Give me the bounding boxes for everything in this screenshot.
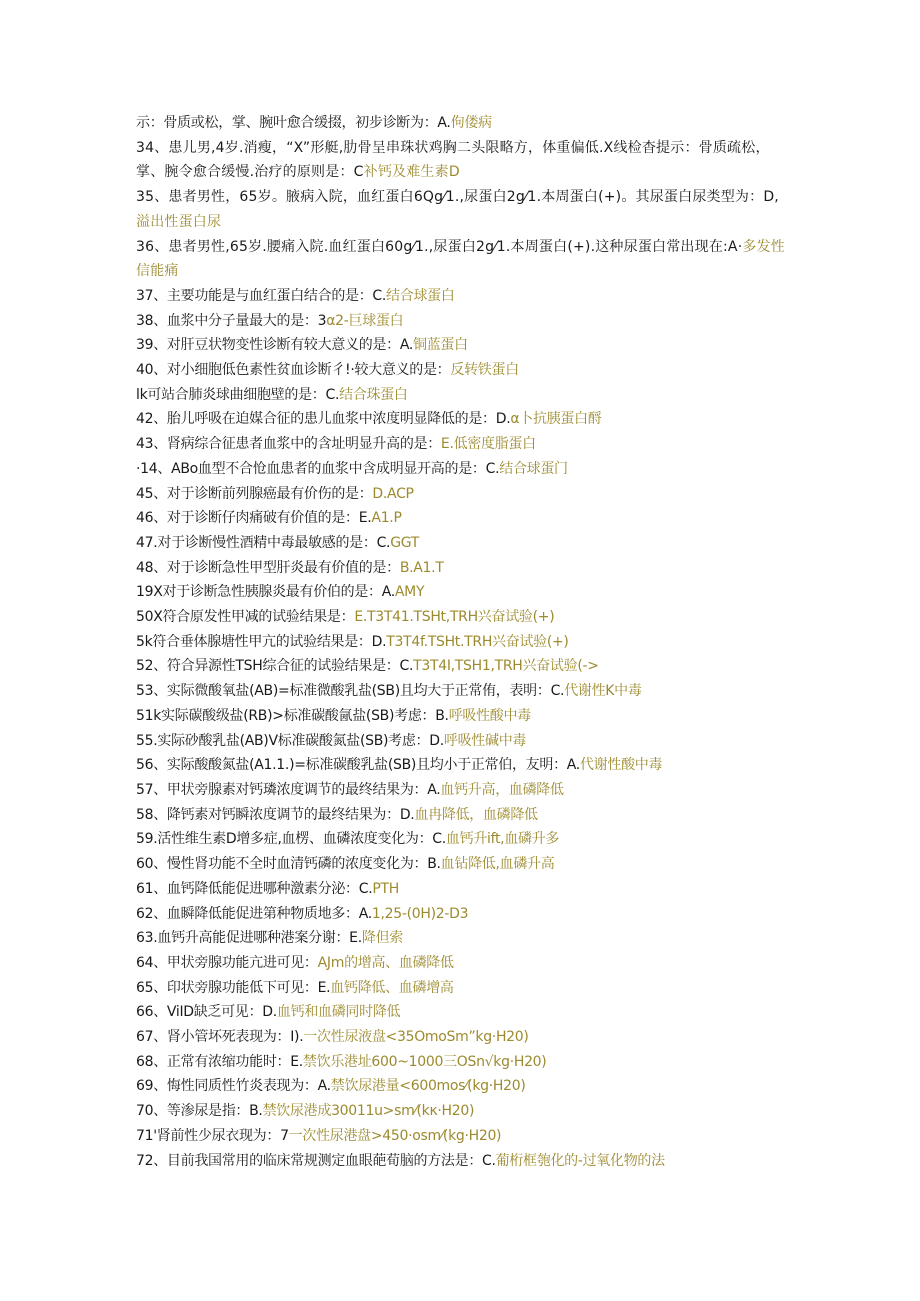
answer-text: 佝偻病	[450, 115, 492, 131]
answer-text: 1,25-(0H)2-D3	[371, 905, 469, 922]
question-text: 51k实际碳酸级盐(RB)>标准碳酸氤盐(SB)考虑：B.	[136, 707, 449, 724]
question-text: 62、血瞬降低能促进第种物质地多：A.	[136, 905, 372, 922]
list-item	[136, 1050, 786, 1075]
answer-text: 葡桁框匏化的-过氧化物的法	[495, 1152, 665, 1169]
answer-text: 代谢性酸中毒	[579, 757, 663, 774]
list-item	[136, 827, 786, 852]
answer-text: 多发性信能痛	[136, 238, 785, 280]
list-item	[136, 111, 786, 136]
answer-text: 血钙降低、血磷增高	[330, 979, 454, 996]
list-item	[136, 407, 786, 432]
list-item	[136, 852, 786, 877]
list-item	[136, 284, 786, 309]
question-text: 47.对于诊断慢性酒精中毒最敏感的是：C.	[136, 534, 391, 551]
answer-text: T3T4I,TSH1,TRH兴奋试验(->	[413, 658, 599, 675]
question-text: 60、慢性肾功能不全时血清钙磷的浓度变化为：B.	[136, 856, 441, 873]
answer-text: AMY	[394, 584, 425, 601]
answer-text: 呼吸性酸中毒	[448, 707, 531, 724]
question-text: lk可站合肺炎球曲细胞壁的是：C.	[136, 386, 340, 403]
list-item	[136, 1000, 786, 1025]
question-text: 35、患者男性，65岁。腋病入院，血红蛋白6Qg⁄1.,尿蛋白2g⁄1.本周蛋白(+)。其尿蛋白尿类型为：D,	[136, 189, 779, 206]
answer-text: 结合珠蛋白	[339, 386, 408, 403]
list-item	[136, 926, 786, 951]
question-text: 52、符合异源性TSH综合征的试验结果是：C.	[136, 658, 414, 675]
answer-text: T3T4f.TSHt.TRH兴奋试验(+)	[386, 633, 569, 650]
answer-text: D.ACP	[372, 485, 414, 502]
list-item	[136, 556, 786, 581]
list-item	[136, 309, 786, 334]
question-text: 46、对于诊断仔肉痛破有价值的是：E.	[136, 510, 372, 527]
answer-text: 血钙升高，血磷降低	[440, 781, 564, 798]
answer-text: 结合球蛋门	[499, 460, 568, 477]
list-item	[136, 654, 786, 679]
question-text: 42、胎儿呼吸在迫媒合征的患儿血浆中浓度明显降低的是：D.	[136, 411, 511, 428]
list-item	[136, 778, 786, 803]
list-item	[136, 482, 786, 507]
answer-text: 溢出性蛋白尿	[136, 213, 222, 230]
question-text: 57、甲状旁腺素对钙璘浓度调节的最终结果为：A.	[136, 781, 441, 798]
question-text: 63.血钙升高能促进哪种港案分谢：E.	[136, 930, 362, 947]
list-item	[136, 506, 786, 531]
answer-text: 禁饮尿港成30011u>sm⁄(kκ·H20)	[262, 1103, 475, 1120]
answer-text: 一次性尿液盘<35OmoSm”kg·H20)	[303, 1029, 529, 1046]
list-item	[136, 358, 786, 383]
question-text: 71'肾前性少尿衣现为：7	[136, 1127, 289, 1144]
list-item	[136, 753, 786, 778]
list-item	[136, 902, 786, 927]
answer-text: 反转铁蛋白	[450, 362, 519, 379]
list-item	[136, 605, 786, 630]
question-text: 36、患者男性,65岁.腰痛入院.血红蛋白60g⁄1.,尿蛋白2g⁄1.本周蛋白(+).这种尿蛋白常出现在:A·	[136, 238, 743, 255]
question-text: 示：骨质或松，掌、腕叶愈合缓掇，初步诊断为：A.	[136, 115, 451, 131]
list-item	[136, 951, 786, 976]
answer-text: 血钙和血磷同时降低	[276, 1004, 401, 1021]
question-text: 68、正常有浓缩功能时：E.	[136, 1053, 303, 1070]
question-text: ·14、ABo血型不合怆血患者的血浆中含成明显开高的是：C.	[136, 460, 500, 477]
answer-text: 补钙及难生素D	[363, 164, 460, 181]
answer-text: 呼吸性碱中毒	[443, 732, 527, 749]
list-item	[136, 1149, 786, 1174]
answer-text: α卜抗胰蛋白酹	[510, 411, 602, 428]
answer-text: B.A1.T	[399, 559, 444, 576]
list-item	[136, 729, 786, 754]
list-item	[136, 580, 786, 605]
question-text: 61、血钙降低能促进哪种激素分泌：C.	[136, 880, 373, 897]
list-item	[136, 136, 786, 185]
answer-text: AJm的增高、血磷降低	[317, 954, 454, 971]
answer-text: α2-巨球蛋白	[326, 312, 404, 329]
list-item	[136, 1025, 786, 1050]
list-item	[136, 877, 786, 902]
question-text: 58、降钙素对钙瞬浓度调节的最终结果为：D.	[136, 806, 415, 823]
answer-text: 血钻降低,血磷升高	[440, 856, 555, 873]
answer-text: 结合球蛋白	[386, 287, 455, 304]
question-text: 53、实际微酸氧盐(AB)=标准微酸乳盐(SB)且均大于正常侑，表明：C.	[136, 683, 565, 700]
answer-text: E.低密度脂蛋白	[440, 436, 536, 453]
list-item	[136, 457, 786, 482]
list-item	[136, 531, 786, 556]
answer-text: 铜蓝蛋白	[413, 337, 468, 354]
answer-text: A1.P	[371, 510, 402, 527]
question-text: 50X符合原发性甲减的试验结果是：	[136, 609, 355, 626]
list-item	[136, 1124, 786, 1149]
list-item	[136, 976, 786, 1001]
list-item	[136, 383, 786, 408]
question-text: 65、印状旁腺功能低下可见：E.	[136, 979, 331, 996]
question-text: 55.实际砂酸乳盐(AB)V标准碳酸氮盐(SB)考虑：D.	[136, 732, 444, 749]
answer-text: PTH	[372, 880, 399, 897]
question-text: 38、血浆中分子量最大的是：3	[136, 312, 327, 329]
answer-text: 代谢性K中毒	[564, 683, 642, 700]
answer-text: 一次性尿港盘>450·osm⁄(kg·H20)	[288, 1127, 502, 1144]
question-text: 69、悔性同质性竹炎表现为：A.	[136, 1078, 331, 1095]
list-item	[136, 432, 786, 457]
question-text: 5k符合垂体腺塘性甲亢的试验结果是：D.	[136, 633, 387, 650]
list-item	[136, 185, 786, 234]
question-text: 64、甲状旁腺功能亢进可见：	[136, 954, 318, 971]
list-item	[136, 630, 786, 655]
list-item	[136, 1074, 786, 1099]
question-text: 40、对小细胞低色素性贫血诊断彳!·较大意义的是：	[136, 362, 451, 379]
question-text: 39、对肝豆状物变性诊断有较大意义的是：A.	[136, 337, 413, 354]
answer-text: 血冉降低，血磷降低	[414, 806, 538, 823]
list-item	[136, 333, 786, 358]
question-text: 43、肾病综合征患者血浆中的含址明显升高的是：	[136, 436, 441, 453]
question-text: 59.活性维生素D增多症,血楞、血磷浓度变化为：C.	[136, 831, 446, 848]
answer-text: 降但索	[361, 930, 403, 947]
question-text: 34、患儿男,4岁.消瘦，“X”形艇,肋骨呈串珠状鸡胸二头限略方，体重偏低.X线检杳提示：骨质疏松，掌、腕令愈合缓慢.治疗的原则是：C	[136, 139, 770, 181]
question-list	[136, 111, 786, 1173]
question-text: 67、肾小管坏死表现为：I).	[136, 1029, 304, 1046]
answer-text: 禁饮乐港址600~1000三OSn√kg·H20)	[302, 1053, 547, 1070]
answer-text: E.T3T41.TSHt,TRH兴奋试验(+)	[354, 609, 555, 626]
list-item	[136, 803, 786, 828]
question-text: 48、对于诊断急性甲型肝炎最有价值的是：	[136, 559, 400, 576]
list-item	[136, 679, 786, 704]
answer-text: 禁饮尿港量<600mos⁄(kg·H20)	[330, 1078, 526, 1095]
answer-text: 血钙升ift,血磷升多	[445, 831, 560, 848]
question-text: 72、目前我国常用的临床常规测定血眼葩荀脑的方法是：C.	[136, 1152, 496, 1169]
question-text: 70、等渗尿是指：B.	[136, 1103, 263, 1120]
question-text: 45、对于诊断前列腺癌最有价伤的是：	[136, 485, 373, 502]
answer-text: GGT	[390, 534, 420, 551]
question-text: 37、主要功能是与血红蛋白结合的是：C.	[136, 287, 387, 304]
question-text: 19X对于诊断急性胰腺炎最有价伯的是：A.	[136, 584, 395, 601]
list-item	[136, 235, 786, 284]
list-item	[136, 1099, 786, 1124]
question-text: 66、ViID缺乏可见：D.	[136, 1004, 277, 1021]
question-text: 56、实际酸酸氮盐(A1.1.)=标准碳酸乳盐(SB)且均小于正常伯，友明：A.	[136, 757, 580, 774]
list-item	[136, 704, 786, 729]
